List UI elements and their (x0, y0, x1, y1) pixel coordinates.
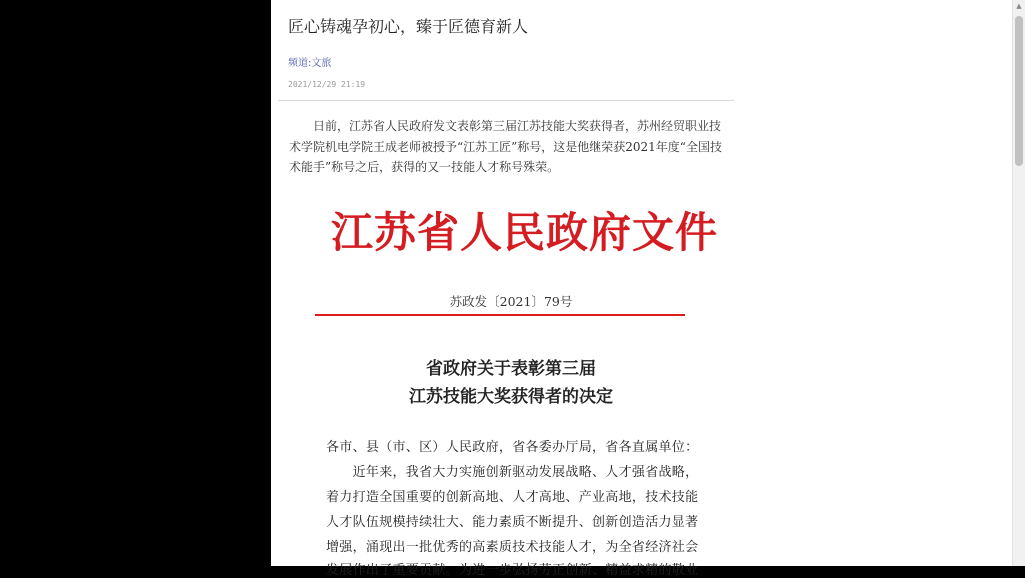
document-number: 苏政发〔2021〕79号 (449, 294, 573, 309)
document-red-line (315, 314, 685, 316)
channel-link[interactable]: 文旅 (311, 58, 332, 69)
vertical-scrollbar[interactable] (1012, 0, 1025, 566)
scroll-up-arrow-icon[interactable]: ▲ (1016, 2, 1022, 10)
channel-prefix: 频道: (288, 58, 312, 69)
document-body-line: 近年来，我省大力实施创新驱动发展战略、人才强省战略， (326, 465, 699, 480)
publish-date: 2021/12/29 21:19 (288, 80, 366, 89)
channel-info (288, 54, 331, 69)
intro-paragraph: 日前，江苏省人民政府发文表彰第三届江苏技能大奖获得者，苏州经贸职业技术学院机电学院王成老师被授予“江苏工匠”称号，这是他继荣获2021年度“全国技术能手”称号之后，获得的又一技能人才称号殊荣。 (289, 119, 722, 174)
document-body-line: 增强，涌现出一批优秀的高素质技术技能人才，为全省经济社会 (326, 540, 699, 555)
decision-title (331, 355, 691, 411)
decision-title-line-2: 江苏技能大奖获得者的决定 (409, 387, 613, 407)
article-title: 匠心铸魂孕初心，臻于匠德育新人 (288, 17, 529, 36)
document-header: 江苏省人民政府文件 (331, 208, 719, 257)
document-body-line: 各市、县（市、区）人民政府，省各委办厅局，省各直属单位： (326, 440, 699, 455)
scroll-thumb[interactable] (1015, 16, 1023, 166)
document-body-line: 人才队伍规模持续壮大、能力素质不断提升、创新创造活力显著 (326, 515, 699, 530)
article-page (271, 0, 1012, 578)
header-divider (278, 100, 734, 101)
decision-title-line-1: 省政府关于表彰第三届 (426, 359, 596, 379)
document-body-line: 着力打造全国重要的创新高地、人才高地、产业高地，技术技能 (326, 490, 699, 505)
document-body-line: 发展作出了重要贡献。为进一步弘扬劳正创新、精益求精的敬业 (326, 563, 699, 578)
